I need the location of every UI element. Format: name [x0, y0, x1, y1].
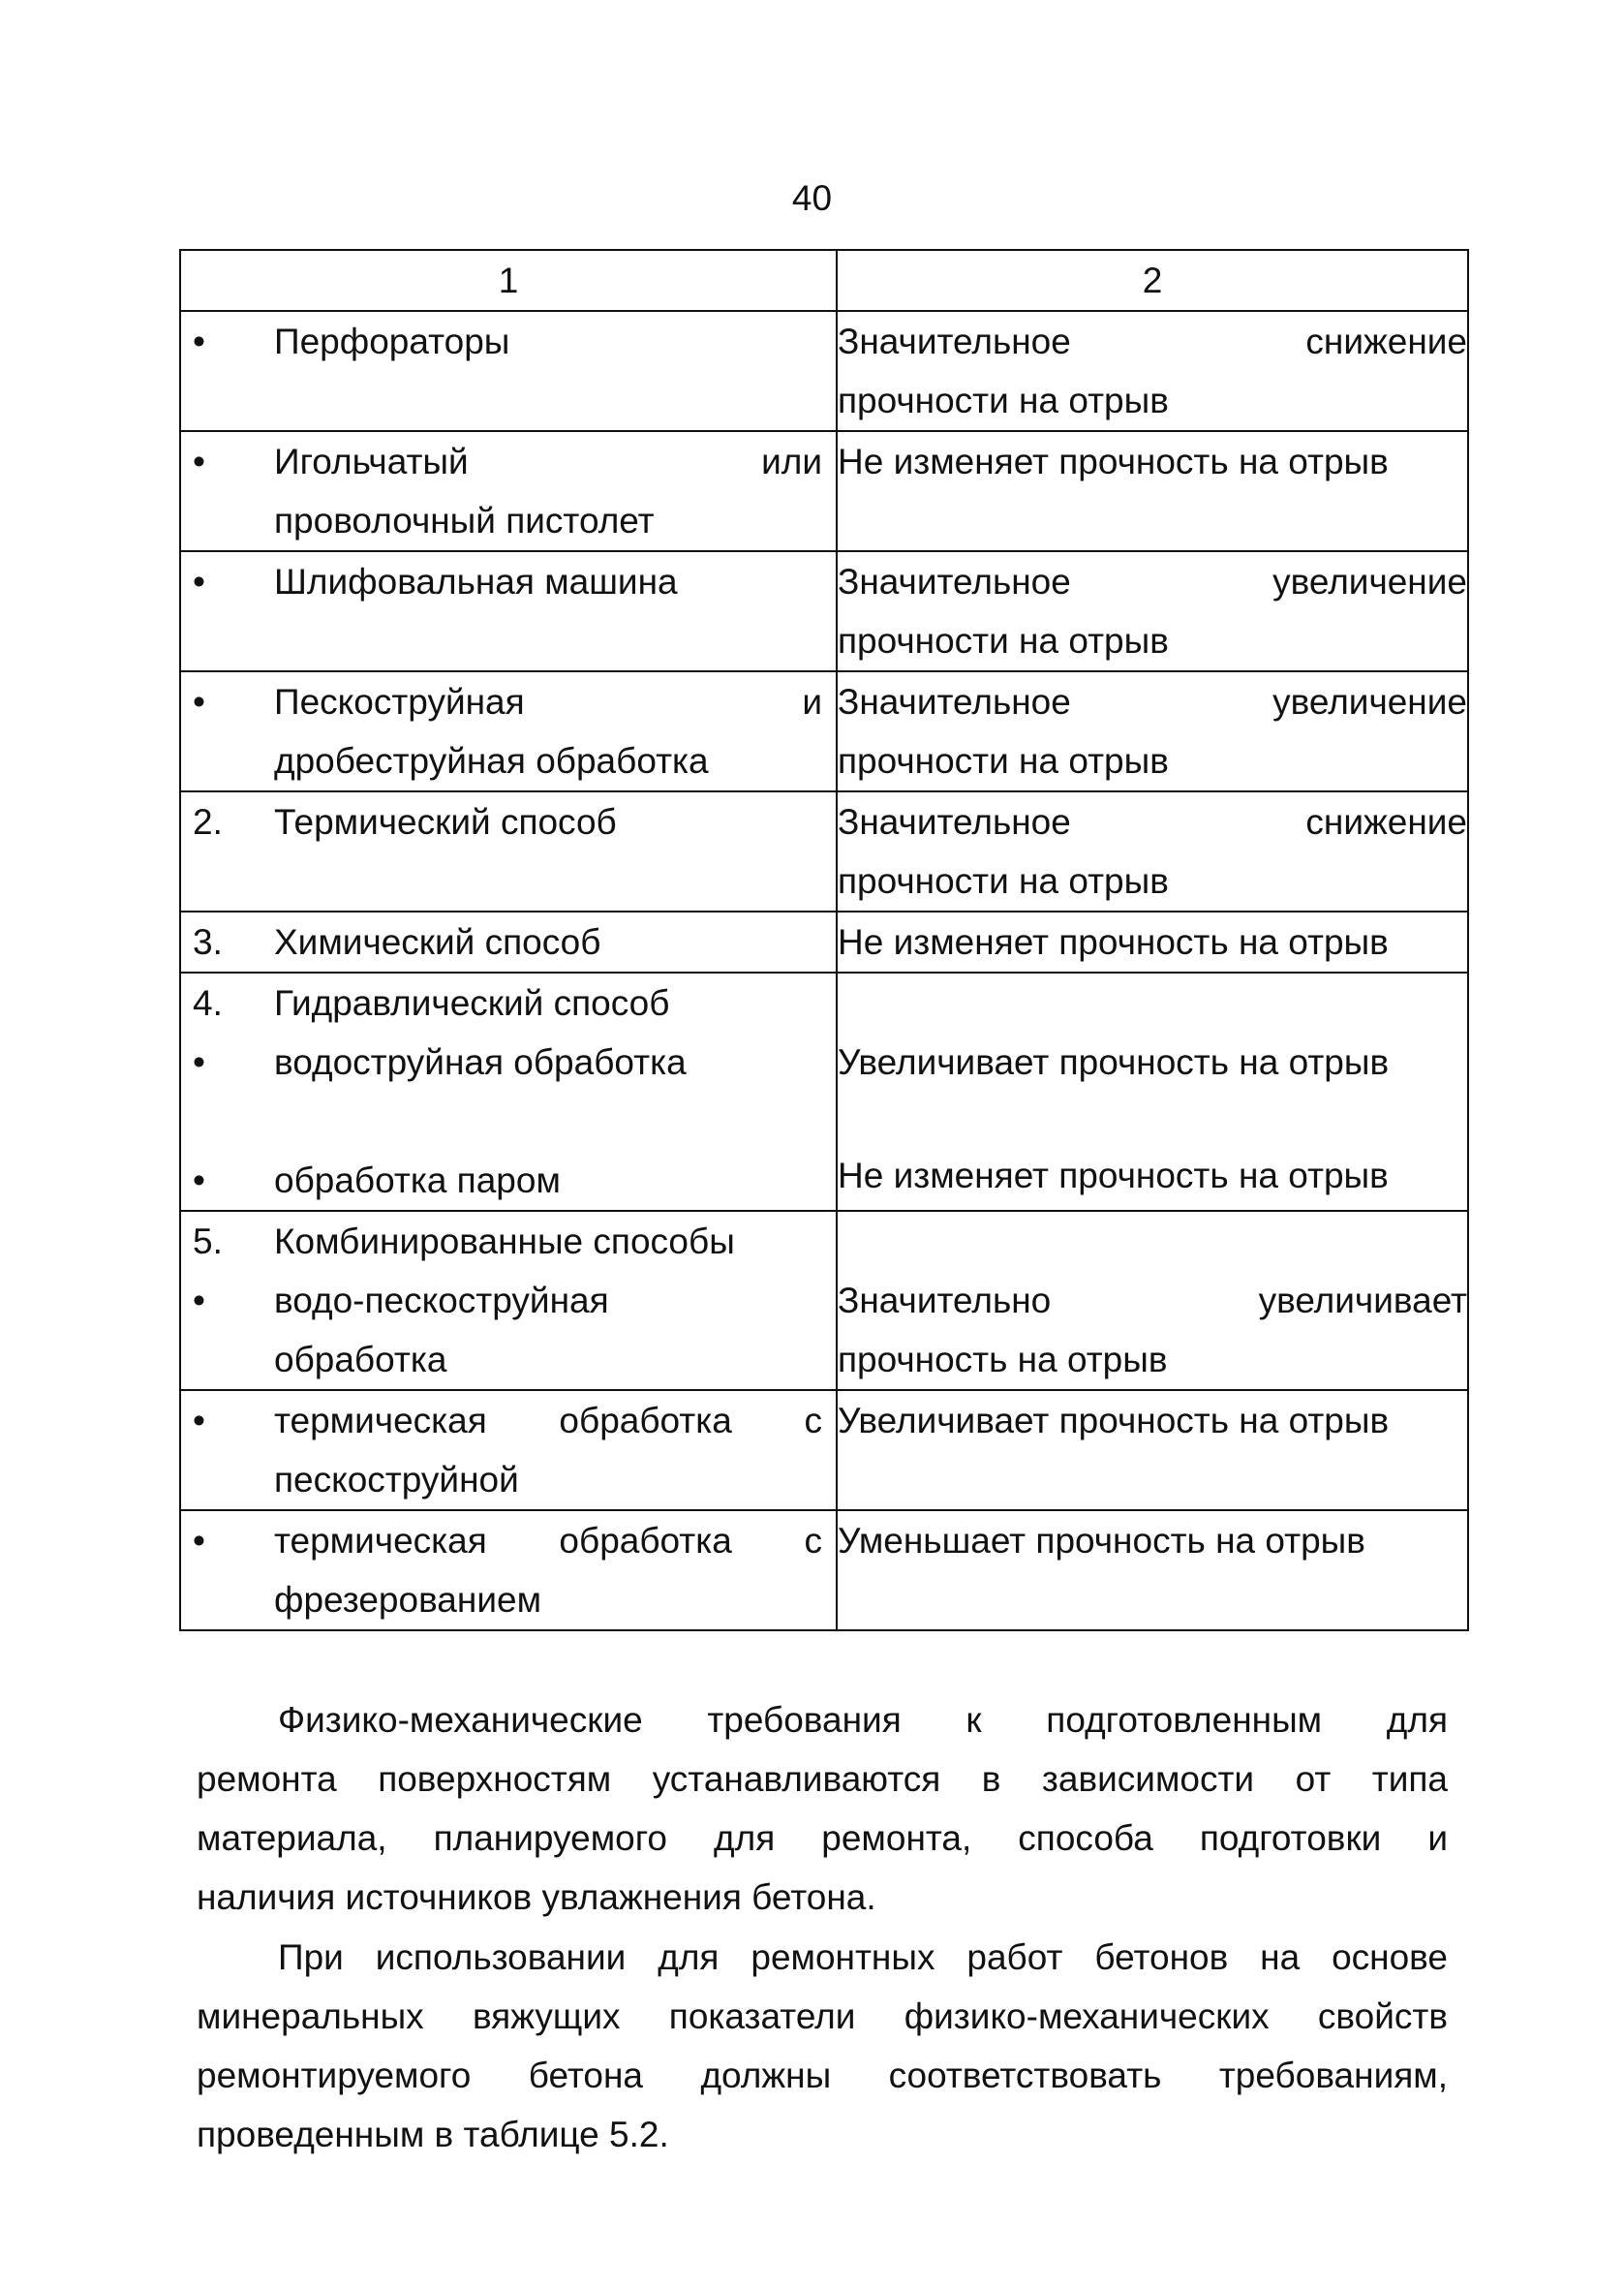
paragraph-line: проведенным в таблице 5.2. [197, 2115, 669, 2154]
method-text: Шлифовальная машина [274, 562, 678, 602]
effect-text: прочности на отрыв [838, 741, 1169, 781]
method-cell [180, 791, 837, 912]
bullet-mark: • [193, 1401, 205, 1440]
method-text: Гидравлический способ [274, 983, 670, 1023]
page-number: 40 [791, 178, 833, 218]
method-cell [180, 671, 837, 791]
item-number: 4. [193, 983, 223, 1023]
bullet-mark: • [193, 442, 205, 481]
method-cell [180, 973, 837, 1211]
table-row [180, 973, 1468, 1211]
table-row [180, 311, 1468, 431]
method-text: Перфораторы [274, 322, 510, 361]
header-cell-1: 1 [180, 250, 837, 311]
effect-text: Увеличивает прочность на отрыв [838, 1042, 1390, 1082]
method-cell [180, 1510, 837, 1630]
bullet-mark: • [193, 562, 205, 602]
method-cell [180, 1390, 837, 1510]
effect-text: прочность на отрыв [838, 1340, 1168, 1379]
paragraph-line: ремонтируемого бетона должны соответствовать требованиям, [197, 2056, 1448, 2095]
effect-text: Увеличивает прочность на отрыв [838, 1401, 1390, 1440]
bullet-mark [181, 731, 274, 790]
effect-cell [837, 973, 1468, 1211]
item-number: 5. [193, 1222, 223, 1261]
table-row [180, 791, 1468, 912]
method-text: обработка [274, 1340, 447, 1379]
table-header-row [180, 250, 1468, 311]
method-cell [180, 912, 837, 973]
paragraph-line: наличия источников увлажнения бетона. [197, 1877, 876, 1917]
effect-text: Не изменяет прочность на отрыв [838, 442, 1389, 481]
method-text: фрезерованием [274, 1580, 542, 1620]
effect-text: Значительное увеличение [838, 682, 1467, 722]
effect-text: Значительное снижение [838, 322, 1467, 361]
method-cell [180, 311, 837, 431]
method-text: водоструйная обработка [274, 1042, 687, 1082]
effect-text: Значительное снижение [838, 802, 1467, 842]
bullet-mark: • [193, 1160, 205, 1200]
method-text: термическая обработка с [274, 1401, 822, 1440]
method-text: Пескоструйная и [274, 682, 822, 722]
method-text: термическая обработка с [274, 1521, 822, 1561]
effect-cell [837, 791, 1468, 912]
method-text: Термический способ [274, 802, 617, 842]
item-number: 3. [193, 922, 223, 962]
effect-text: Не изменяет прочность на отрыв [838, 1156, 1389, 1195]
table-row [180, 431, 1468, 551]
effect-text: Не изменяет прочность на отрыв [838, 922, 1389, 962]
paragraph-line: материала, планируемого для ремонта, способа подготовки и [197, 1818, 1448, 1858]
methods-table [179, 249, 1469, 1631]
effect-text: прочности на отрыв [838, 381, 1169, 420]
paragraph-line: минеральных вяжущих показатели физико-механических свойств [197, 1996, 1448, 2036]
table-row [180, 1211, 1468, 1390]
effect-cell [837, 431, 1468, 551]
item-number: 2. [193, 802, 223, 842]
effect-text: прочности на отрыв [838, 861, 1169, 901]
method-cell [180, 1211, 837, 1390]
table-row [180, 1510, 1468, 1630]
method-text: проволочный пистолет [274, 501, 655, 541]
table-row [180, 912, 1468, 973]
effect-cell [837, 912, 1468, 973]
table-row [180, 671, 1468, 791]
body-paragraph-2 [197, 1928, 1448, 2164]
method-text: обработка паром [274, 1160, 561, 1200]
effect-cell [837, 311, 1468, 431]
effect-cell [837, 1390, 1468, 1510]
header-cell-2: 2 [837, 250, 1468, 311]
bullet-mark: • [193, 1521, 205, 1561]
effect-text: прочности на отрыв [838, 621, 1169, 661]
body-paragraph-1 [197, 1690, 1448, 1927]
method-cell [180, 551, 837, 671]
effect-text: Значительное увеличение [838, 562, 1467, 602]
method-text: Игольчатый или [274, 442, 822, 481]
bullet-mark: • [193, 682, 205, 722]
method-text: пескоструйной [274, 1460, 519, 1500]
bullet-mark [181, 1330, 274, 1389]
bullet-mark: • [193, 1281, 205, 1320]
method-text: Комбинированные способы [274, 1222, 735, 1261]
method-text: Химический способ [274, 922, 601, 962]
bullet-mark [181, 1450, 274, 1509]
effect-cell [837, 1211, 1468, 1390]
paragraph-line: ремонта поверхностям устанавливаются в зависимости от типа [197, 1759, 1448, 1799]
bullet-mark [181, 491, 274, 550]
method-text: водо-пескоструйная [274, 1281, 609, 1320]
effect-cell [837, 671, 1468, 791]
effect-cell [837, 551, 1468, 671]
paragraph-line: Физико-механические требования к подготовленным для [278, 1700, 1448, 1740]
effect-cell [837, 1510, 1468, 1630]
method-text: дробеструйная обработка [274, 741, 709, 781]
bullet-mark [181, 1570, 274, 1629]
effect-text: Уменьшает прочность на отрыв [838, 1521, 1365, 1561]
table-row [180, 551, 1468, 671]
table-row [180, 1390, 1468, 1510]
paragraph-line: При использовании для ремонтных работ бетонов на основе [278, 1937, 1448, 1977]
effect-text: Значительно увеличивает [838, 1281, 1467, 1320]
bullet-mark: • [193, 322, 205, 361]
method-cell [180, 431, 837, 551]
bullet-mark: • [193, 1042, 205, 1082]
